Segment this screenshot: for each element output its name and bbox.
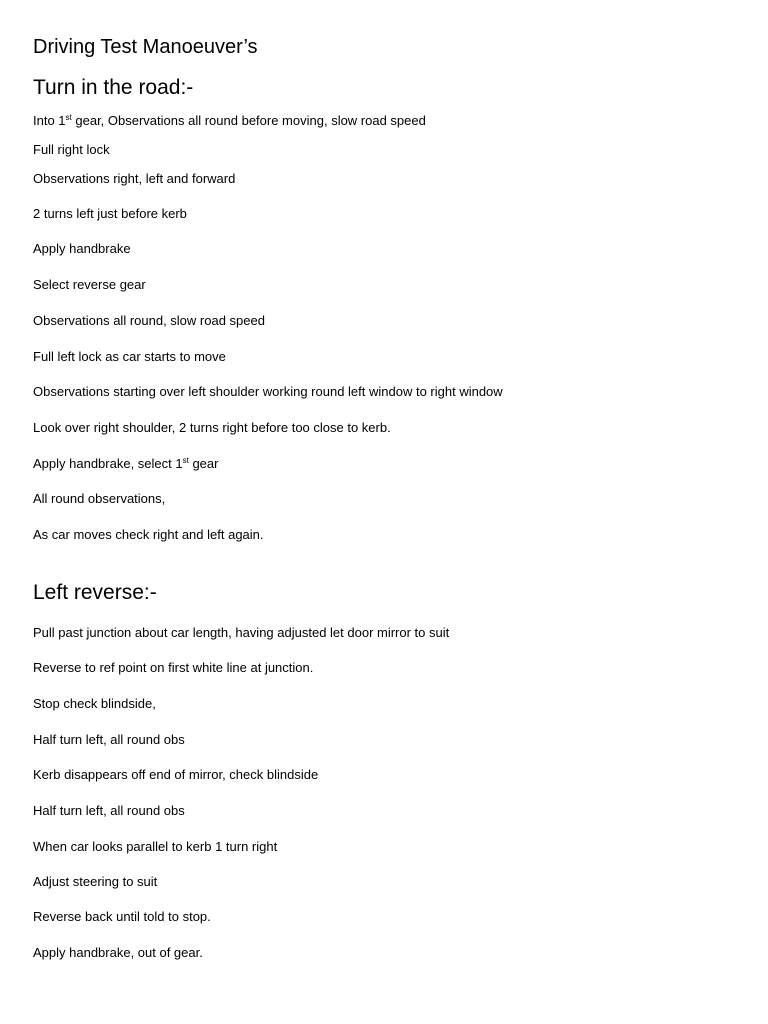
instruction-line: As car moves check right and left again. [33,527,264,542]
instruction-line: 2 turns left just before kerb [33,206,187,221]
section-heading-left-reverse: Left reverse:- [33,581,157,604]
document-title: Driving Test Manoeuver’s [33,36,258,58]
instruction-line: Half turn left, all round obs [33,803,185,818]
instruction-line: Apply handbrake, select 1st gear [33,456,219,471]
instruction-line: Reverse back until told to stop. [33,909,211,924]
instruction-line: Into 1st gear, Observations all round before moving, slow road speed [33,113,426,128]
instruction-line: Full right lock [33,142,110,157]
instruction-line: Stop check blindside, [33,696,156,711]
instruction-line: Apply handbrake [33,241,131,256]
instruction-line: Pull past junction about car length, having adjusted let door mirror to suit [33,625,450,640]
instruction-line: Select reverse gear [33,277,146,292]
instruction-line: Adjust steering to suit [33,874,158,889]
instruction-line: Observations starting over left shoulder working round left window to right window [33,384,503,399]
instruction-line: When car looks parallel to kerb 1 turn right [33,839,278,854]
instruction-line: Observations all round, slow road speed [33,313,265,328]
instruction-line: Look over right shoulder, 2 turns right before too close to kerb. [33,420,391,435]
instruction-line: Kerb disappears off end of mirror, check blindside [33,767,319,782]
instruction-line: Full left lock as car starts to move [33,349,226,364]
instruction-line: Observations right, left and forward [33,171,236,186]
section-heading-turn-in-road: Turn in the road:- [33,76,194,99]
instruction-line: All round observations, [33,491,166,506]
instruction-line: Reverse to ref point on first white line at junction. [33,660,314,675]
instruction-line: Apply handbrake, out of gear. [33,945,203,960]
instruction-line: Half turn left, all round obs [33,732,185,747]
